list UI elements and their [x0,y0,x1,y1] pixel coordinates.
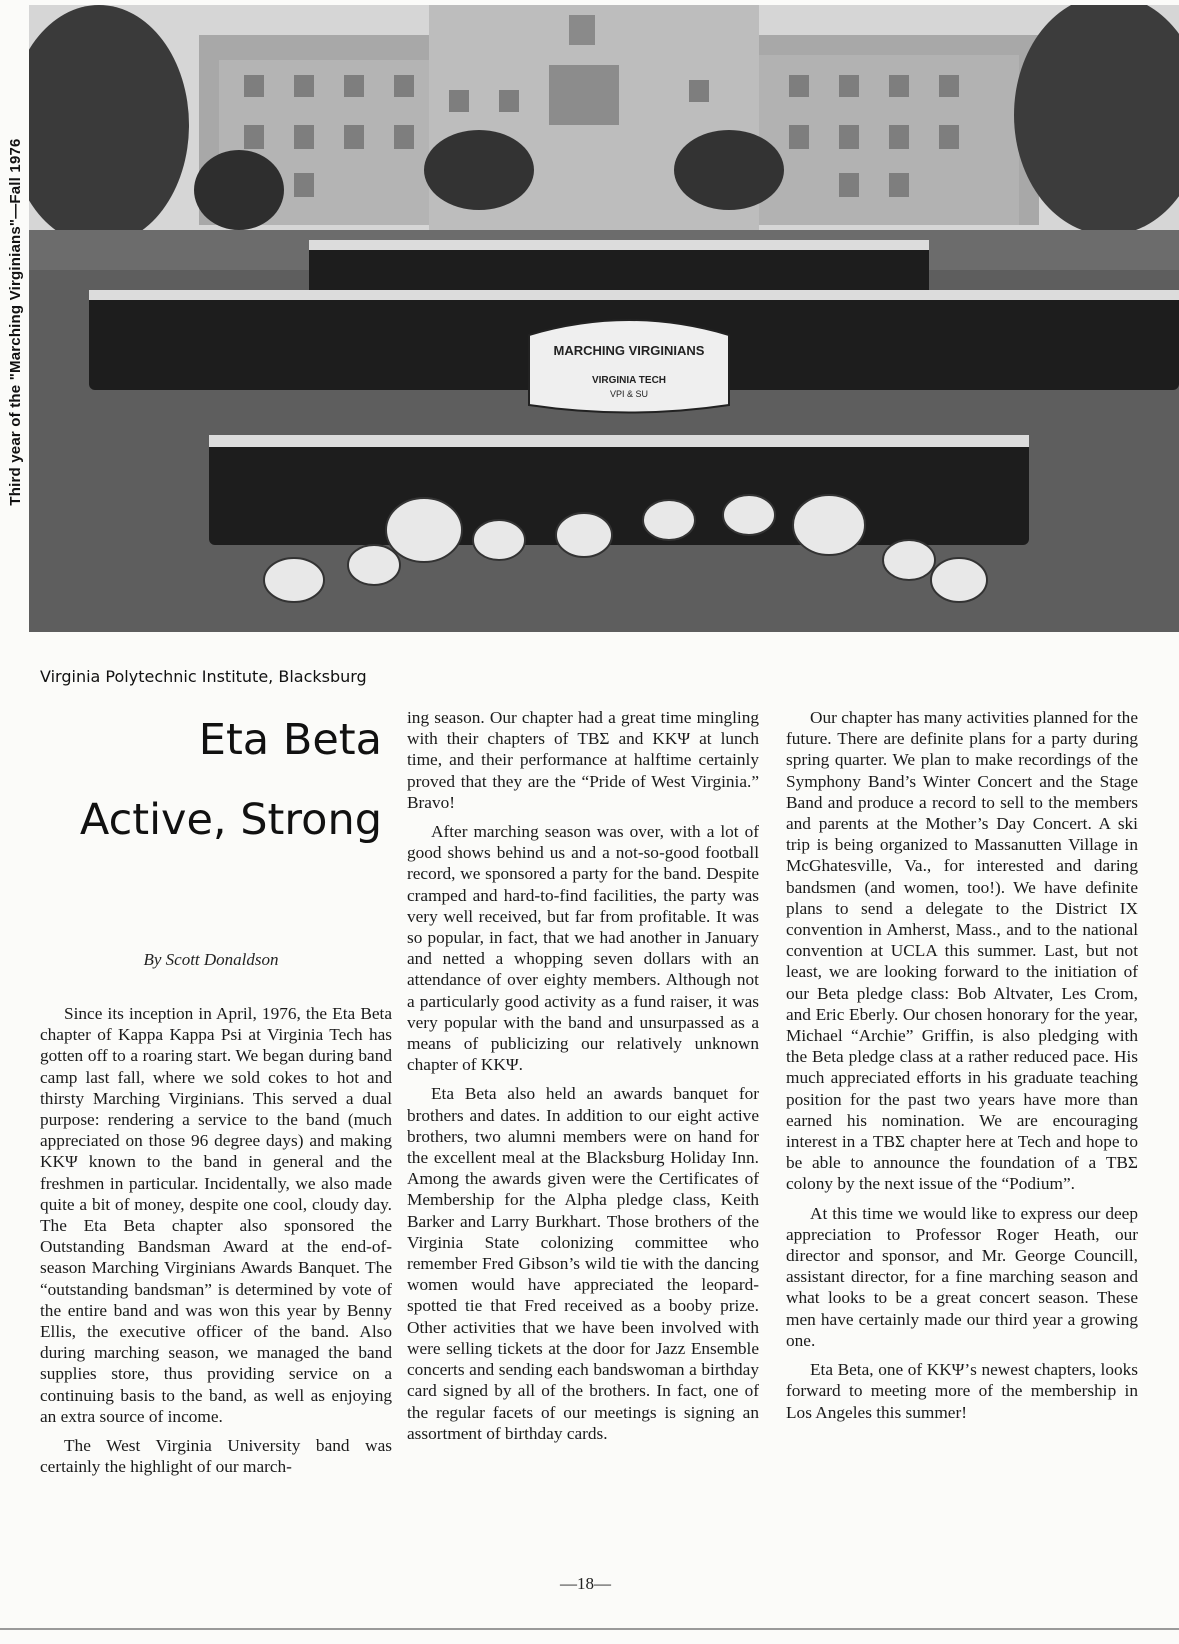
article-headline [40,700,382,860]
paragraph: Eta Beta, one of ΚΚΨ’s newest chapters, looks forward to meeting more of the membership in Los Angeles this summer! [786,1360,1138,1422]
band-photo-illustration [29,5,1179,632]
article-column-2 [407,707,759,1444]
page-bottom-rule [0,1628,1179,1630]
paragraph: ing season. Our chapter had a great time mingling with their chapters of ΤΒΣ and ΚΚΨ at lunch time, and their performance at halftime certainly proved that they are the “Pride of West Virginia.” Bravo! [407,708,759,812]
side-caption: Third year of the "Marching Virginians"—Fall 1976 [7,138,24,506]
paragraph: Our chapter has many activities planned for the future. There are definite plans for a party during spring quarter. We plan to make recordings of the Symphony Band’s Winter Concert and the Stage Band and produce a record to sell to the members and parents at the Mother’s Day Concert. A ski trip is being organized to Massanutten Village in McGhatesville, Va., for interested and daring bandsmen (and women, too!). We have definite plans to send a delegate to the District IX convention in Amherst, Mass., and to the national convention at UCLA this summer. Last, but not least, we are looking forward to the initiation of our Beta pledge class: Bob Altvater, Les Crom, and Eric Eberly. Our chosen honorary for the year, Michael “Archie” Griffin, is also pledging with the Beta pledge class at a rather reduced pace. His much appreciated efforts in his graduate teaching position for the past two years have more than earned his nomination. We are encouraging interest in a ΤΒΣ chapter here at Tech and hope to be able to announce the foundation of a ΤΒΣ colony by the next issue of the “Podium”. [786,708,1138,1194]
paragraph: Since its inception in April, 1976, the Eta Beta chapter of Kappa Kappa Psi at Virginia Tech has gotten off to a roaring start. We began during band camp last fall, where we sold cokes to hot and thirsty Marching Virginians. This served a dual purpose: rendering a service to the band (much appreciated on those 96 degree days) and making ΚΚΨ known to the band in general and the freshmen in particular. Incidentally, we also made quite a bit of money, despite one cool, cloudy day. The Eta Beta chapter also sponsored the Outstanding Bandsman Award at the end-of-season Marching Virginians Awards Banquet. The “outstanding bandsman” is determined by vote of the entire band and was won this year by Benny Ellis, the executive officer of the band. Also during marching season, we managed the band supplies store, thus providing service on a continuing basis to the band, as well as enjoying an extra source of income. [40,1004,392,1426]
banner-line-1: MARCHING VIRGINIANS [553,343,705,358]
band-banner [529,320,729,413]
article-column-3 [786,707,1138,1423]
banner-line-2: VIRGINIA TECH [591,375,667,386]
page-number: —18— [560,1574,611,1593]
byline: By Scott Donaldson [143,950,279,969]
headline-line-1: Eta Beta [198,715,382,765]
banner-line-3: VPI & SU [609,389,649,399]
paragraph: At this time we would like to express our deep appreciation to Professor Roger Heath, our director and sponsor, and Mr. George Councill, assistant director, for a fine marching season and what looks to be a great concert season. These men have certainly made our third year a growing one. [786,1203,1138,1350]
paragraph: The West Virginia University band was certainly the highlight of our march- [40,1436,392,1477]
paragraph: After marching season was over, with a lot of good shows behind us and a not-so-good football record, we sponsored a party for the band. Despite cramped and hard-to-find facilities, the party was very well received, but far from profitable. It was so popular, in fact, that we had another in January and netted a whopping seven dollars with an attendance of over eighty members. Although not a particularly good activity as a fund raiser, it was very popular with the band and unsurpassed as a means of publicizing our relatively unknown chapter of ΚΚΨ. [407,822,759,1075]
headline-line-2: Active, Strong [79,795,382,845]
paragraph: Eta Beta also held an awards banquet for brothers and dates. In addition to our eight active brothers, two alumni members were on hand for the excellent meal at the Blacksburg Holiday Inn. Among the awards given were the Certificates of Membership for the Alpha pledge class, Keith Barker and Larry Burkhart. Those brothers of the Virginia State colonizing committee who remember Fred Gibson’s wild tie with the dancing women would have appreciated the leopard-spotted tie that Fred received as a booby prize. Other activities that we have been involved with were selling tickets at the door for Jazz Ensemble concerts and sending each bandswoman a birthday card signed by all of the brothers. In fact, one of the regular facets of our meetings is signing an assortment of birthday cards. [407,1084,759,1443]
photo-caption: Virginia Polytechnic Institute, Blacksburg [40,667,367,686]
article-column-1 [40,1003,392,1477]
band-photograph [29,5,1179,632]
